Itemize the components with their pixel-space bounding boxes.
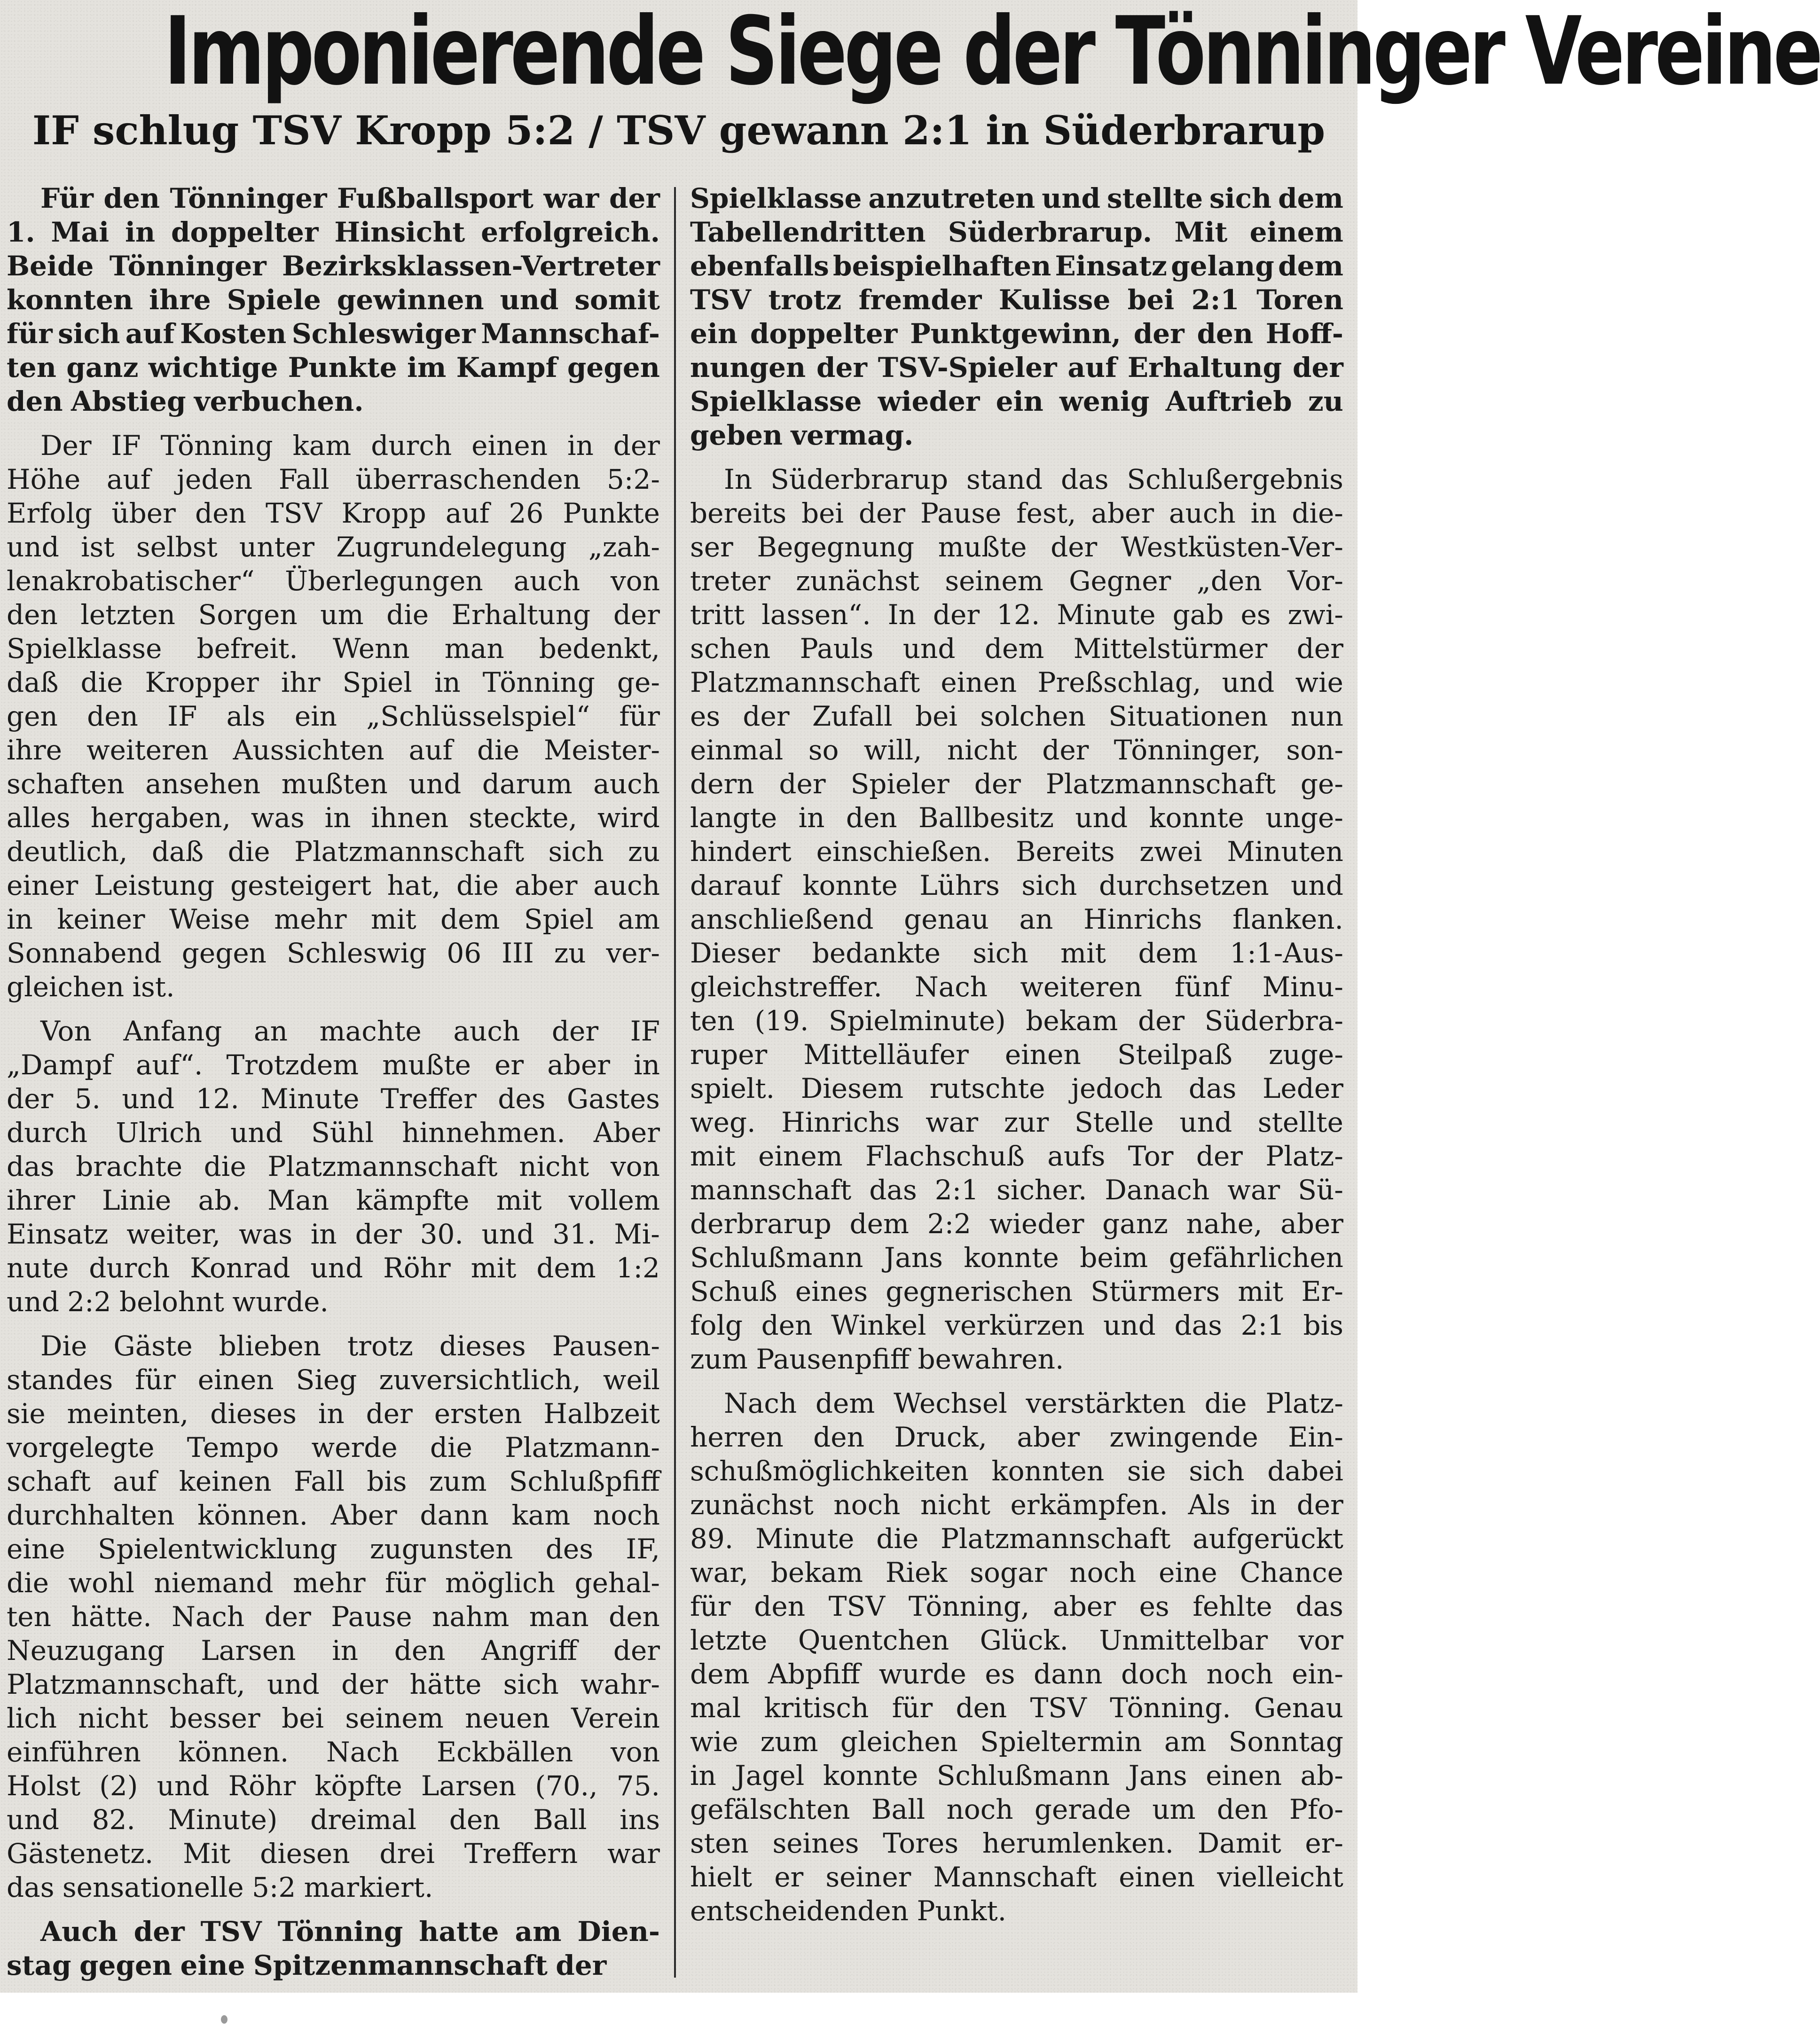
- text-line: ten ganz wichtige Punkte im Kampf gegen: [7, 352, 660, 383]
- text-line: stag gegen eine Spitzenmannschaft der: [7, 1949, 607, 1981]
- text-line: Höhe auf jeden Fall überraschenden 5:2-: [7, 463, 660, 495]
- text-line: dern der Spieler der Platzmannschaft ge-: [690, 768, 1343, 800]
- text-line: lich nicht besser bei seinem neuen Verein: [7, 1702, 660, 1734]
- text-line: gleichen ist.: [7, 971, 175, 1003]
- text-line: Spielklasse befreit. Wenn man bedenkt,: [7, 633, 660, 665]
- text-line: Von Anfang an machte auch der IF: [40, 1015, 660, 1047]
- subheadline: IF schlug TSV Kropp 5:2 / TSV gewann 2:1 in Süderbrarup: [32, 107, 1326, 154]
- text-line: weg. Hinrichs war zur Stelle und stellte: [690, 1106, 1343, 1138]
- article-column-left: [7, 181, 660, 1993]
- text-line: hindert einschießen. Bereits zwei Minuten: [690, 836, 1343, 868]
- text-line: mit einem Flachschuß aufs Tor der Platz-: [690, 1140, 1343, 1172]
- text-line: ten (19. Spielminute) bekam der Süderbra-: [690, 1005, 1343, 1037]
- text-line: den letzten Sorgen um die Erhaltung der: [7, 599, 660, 631]
- text-line: gefälschten Ball noch gerade um den Pfo-: [690, 1793, 1343, 1825]
- text-line: Platzmannschaft einen Preßschlag, und wie: [690, 666, 1343, 698]
- text-line: gleichstreffer. Nach weiteren fünf Minu-: [690, 971, 1343, 1003]
- text-line: Sonnabend gegen Schleswig 06 III zu ver-: [7, 937, 660, 969]
- text-line: TSV trotz fremder Kulisse bei 2:1 Toren: [690, 284, 1343, 316]
- text-line: schaft auf keinen Fall bis zum Schlußpfiff: [7, 1465, 660, 1497]
- text-line: wie zum gleichen Spieltermin am Sonntag: [690, 1726, 1343, 1758]
- text-line: hielt er seiner Mannschaft einen vielleicht: [690, 1861, 1343, 1893]
- text-line: gen den IF als ein „Schlüsselspiel“ für: [7, 700, 660, 732]
- text-line: Die Gäste blieben trotz dieses Pausen-: [40, 1330, 660, 1362]
- column-divider: [674, 187, 676, 1978]
- text-line: Spielklasse anzutreten und stellte sich dem: [690, 182, 1343, 214]
- text-line: in Jagel konnte Schlußmann Jans einen ab-: [690, 1760, 1343, 1791]
- text-line: schen Pauls und dem Mittelstürmer der: [690, 633, 1343, 665]
- article-paragraph: [7, 1014, 660, 1319]
- text-line: alles hergaben, was in ihnen steckte, wird: [7, 802, 660, 834]
- text-line: derbrarup dem 2:2 wieder ganz nahe, aber: [690, 1208, 1343, 1240]
- text-line: entscheidenden Punkt.: [690, 1895, 1007, 1927]
- text-line: 1. Mai in doppelter Hinsicht erfolgreich.: [7, 216, 660, 248]
- text-line: ten hätte. Nach der Pause nahm man den: [7, 1601, 660, 1633]
- text-line: Gästenetz. Mit diesen drei Treffern war: [7, 1838, 660, 1870]
- text-line: sten seines Tores herumlenken. Damit er-: [690, 1827, 1343, 1859]
- text-line: Dieser bedankte sich mit dem 1:1-Aus-: [690, 937, 1343, 969]
- text-line: einer Leistung gesteigert hat, die aber auch: [7, 869, 660, 901]
- text-line: Holst (2) und Röhr köpfte Larsen (70., 75.: [7, 1770, 660, 1802]
- text-line: Für den Tönninger Fußballsport war der: [40, 182, 660, 214]
- text-line: ebenfalls beispielhaften Einsatz gelang dem: [690, 250, 1343, 282]
- text-line: Schlußmann Jans konnte beim gefährlichen: [690, 1242, 1343, 1274]
- text-line: dem Abpfiff wurde es dann doch noch ein-: [690, 1658, 1343, 1690]
- text-line: „Dampf auf“. Trotzdem mußte er aber in: [7, 1049, 660, 1081]
- text-line: einmal so will, nicht der Tönninger, son-: [690, 734, 1343, 766]
- text-line: vorgelegte Tempo werde die Platzmann-: [7, 1432, 660, 1463]
- text-line: der 5. und 12. Minute Treffer des Gastes: [7, 1083, 660, 1115]
- text-line: treter zunächst seinem Gegner „den Vor-: [690, 565, 1343, 597]
- text-line: Einsatz weiter, was in der 30. und 31. Mi-: [7, 1218, 660, 1250]
- text-line: durch Ulrich und Sühl hinnehmen. Aber: [7, 1117, 660, 1149]
- text-line: mannschaft das 2:1 sicher. Danach war Sü-: [690, 1174, 1343, 1206]
- text-line: geben vermag.: [690, 419, 914, 451]
- text-line: das sensationelle 5:2 markiert.: [7, 1871, 433, 1903]
- text-line: In Süderbrarup stand das Schlußergebnis: [724, 463, 1343, 495]
- article-paragraph: [690, 181, 1343, 452]
- text-line: für sich auf Kosten Schleswiger Mannschaf-: [7, 318, 660, 350]
- text-line: es der Zufall bei solchen Situationen nun: [690, 700, 1343, 732]
- text-line: 89. Minute die Platzmannschaft aufgerückt: [690, 1523, 1343, 1555]
- text-line: ihre weiteren Aussichten auf die Meister-: [7, 734, 660, 766]
- text-line: letzte Quentchen Glück. Unmittelbar vor: [690, 1624, 1343, 1656]
- text-line: und ist selbst unter Zugrundelegung „zah-: [7, 531, 660, 563]
- text-line: konnten ihre Spiele gewinnen und somit: [7, 284, 660, 316]
- text-line: nungen der TSV-Spieler auf Erhaltung der: [690, 352, 1343, 383]
- article-paragraph: [7, 181, 660, 418]
- text-line: mal kritisch für den TSV Tönning. Genau: [690, 1692, 1343, 1724]
- text-line: Beide Tönninger Bezirksklassen-Vertreter: [7, 250, 660, 282]
- text-line: Erfolg über den TSV Kropp auf 26 Punkte: [7, 497, 660, 529]
- text-line: das brachte die Platzmannschaft nicht von: [7, 1150, 660, 1182]
- text-line: Der IF Tönning kam durch einen in der: [40, 430, 660, 462]
- text-line: ihrer Linie ab. Man kämpfte mit vollem: [7, 1184, 660, 1216]
- text-line: durchhalten können. Aber dann kam noch: [7, 1499, 660, 1531]
- text-line: zum Pausenpfiff bewahren.: [690, 1343, 1064, 1375]
- article-paragraph: [7, 1915, 660, 1982]
- text-line: ein doppelter Punktgewinn, der den Hoff-: [690, 318, 1343, 350]
- text-line: bereits bei der Pause fest, aber auch in die-: [690, 497, 1343, 529]
- article-column-right: [690, 181, 1343, 1938]
- article-paragraph: [690, 462, 1343, 1376]
- text-line: herren den Druck, aber zwingende Ein-: [690, 1421, 1343, 1453]
- text-line: Nach dem Wechsel verstärkten die Platz-: [724, 1387, 1343, 1419]
- text-line: zunächst noch nicht erkämpfen. Als in der: [690, 1489, 1343, 1521]
- text-line: Spielklasse wieder ein wenig Auftrieb zu: [690, 385, 1343, 417]
- text-line: eine Spielentwicklung zugunsten des IF,: [7, 1533, 660, 1565]
- text-line: daß die Kropper ihr Spiel in Tönning ge-: [7, 666, 660, 698]
- text-line: langte in den Ballbesitz und konnte unge-: [690, 802, 1343, 834]
- text-line: nute durch Konrad und Röhr mit dem 1:2: [7, 1252, 660, 1284]
- text-line: darauf konnte Lührs sich durchsetzen und: [690, 869, 1343, 901]
- text-line: Auch der TSV Tönning hatte am Dien-: [40, 1916, 660, 1948]
- text-line: Platzmannschaft, und der hätte sich wahr-: [7, 1668, 660, 1700]
- text-line: Schuß eines gegnerischen Stürmers mit Er-: [690, 1275, 1343, 1307]
- text-line: Tabellendritten Süderbrarup. Mit einem: [690, 216, 1343, 248]
- text-line: lenakrobatischer“ Überlegungen auch von: [7, 565, 660, 597]
- text-line: Neuzugang Larsen in den Angriff der: [7, 1635, 660, 1666]
- text-line: anschließend genau an Hinrichs flanken.: [690, 903, 1343, 935]
- text-line: den Abstieg verbuchen.: [7, 385, 364, 417]
- text-line: schaften ansehen mußten und darum auch: [7, 768, 660, 800]
- text-line: folg den Winkel verkürzen und das 2:1 bis: [690, 1309, 1343, 1341]
- text-line: spielt. Diesem rutschte jedoch das Leder: [690, 1072, 1343, 1104]
- article-paragraph: [690, 1386, 1343, 1928]
- text-line: deutlich, daß die Platzmannschaft sich zu: [7, 836, 660, 868]
- text-line: sie meinten, dieses in der ersten Halbzeit: [7, 1398, 660, 1430]
- text-line: einführen können. Nach Eckbällen von: [7, 1736, 660, 1768]
- text-line: und 2:2 belohnt wurde.: [7, 1286, 329, 1318]
- text-line: tritt lassen“. In der 12. Minute gab es zwi-: [690, 599, 1343, 631]
- text-line: für den TSV Tönning, aber es fehlte das: [690, 1590, 1343, 1622]
- text-line: standes für einen Sieg zuversichtlich, weil: [7, 1364, 660, 1396]
- text-line: in keiner Weise mehr mit dem Spiel am: [7, 903, 660, 935]
- headline: Imponierende Siege der Tönninger Vereine: [164, 0, 1820, 106]
- article-paragraph: [7, 429, 660, 1004]
- text-line: war, bekam Riek sogar noch eine Chance: [690, 1557, 1343, 1588]
- article-paragraph: [7, 1329, 660, 1904]
- text-line: die wohl niemand mehr für möglich gehal-: [7, 1567, 660, 1599]
- scan-speck: [221, 2015, 228, 2024]
- text-line: und 82. Minute) dreimal den Ball ins: [7, 1804, 660, 1836]
- text-line: ser Begegnung mußte der Westküsten-Ver-: [690, 531, 1343, 563]
- text-line: schußmöglichkeiten konnten sie sich dabei: [690, 1455, 1343, 1487]
- text-line: ruper Mittelläufer einen Steilpaß zuge-: [690, 1039, 1343, 1071]
